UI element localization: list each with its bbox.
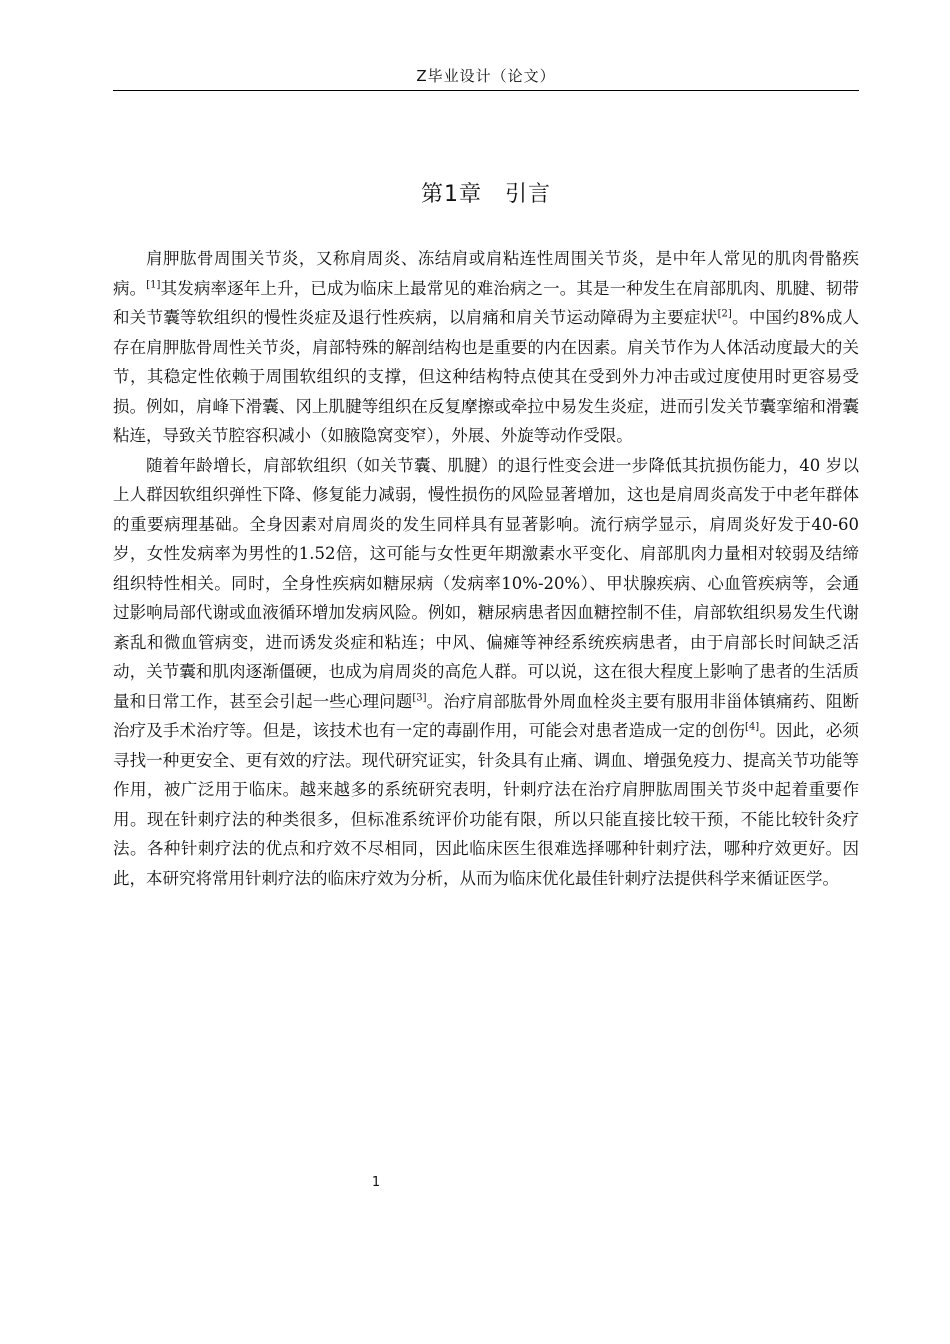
paragraph-1-text: 其发病率逐年上升，已成为临床上最常见的难治病之一。其是一种发生在肩部肌肉、肌腱、韧带和关节囊等软组织的慢性炎症及退行性疾病，以肩痛和肩关节运动障碍为主要症状 bbox=[113, 278, 860, 327]
header-rule bbox=[113, 90, 859, 91]
page-header: Z毕业设计（论文） bbox=[416, 67, 556, 85]
paragraph-2-text: 。因此，必须寻找一种更安全、更有效的疗法。现代研究证实，针灸具有止痛、调血、增强免疫力、提高关节功能等作用，被广泛用于临床。越来越多的系统研究表明，针刺疗法在治疗肩胛肱周围关节炎中起着重要作用。现在针刺疗法的种类很多，但标准系统评价功能有限，所以只能直接比较干预，不能比较针灸疗法。各种针刺疗法的优点和疗效不尽相同，因此临床医生很难选择哪种针刺疗法，哪种疗效更好。因此，本研究将常用针刺疗法的临床疗效为分析，从而为临床优化最佳针刺疗法提供科学来循证医学。 bbox=[113, 721, 860, 888]
page-number: 1 bbox=[371, 1175, 381, 1190]
paragraph-1-text: 。中国约8%成人存在肩胛肱骨周性关节炎，肩部特殊的解剖结构也是重要的内在因素。肩关节作为人体活动度最大的关节，其稳定性依赖于周围软组织的支撑，但这种结构特点使其在受到外力冲击或过度使用时更容易受损。例如，肩峰下滑囊、冈上肌腱等组织在反复摩擦或牵拉中易发生炎症，进而引发关节囊挛缩和滑囊粘连，导致关节腔容积减小（如腋隐窝变窄），外展、外旋等动作受限。 bbox=[113, 308, 859, 445]
chapter-title: 第1章 引言 bbox=[421, 182, 551, 207]
paragraph-1 bbox=[113, 244, 859, 451]
body-text bbox=[113, 244, 859, 893]
paragraph-2 bbox=[113, 451, 859, 894]
citation-ref-4: [4] bbox=[745, 721, 760, 733]
paragraph-2-text: 随着年龄增长，肩部软组织（如关节囊、肌腱）的退行性变会进一步降低其抗损伤能力，40 岁以上人群因软组织弹性下降、修复能力减弱，慢性损伤的风险显著增加，这也是肩周炎高发于中老年群体的重要病理基础。全身因素对肩周炎的发生同样具有显著影响。流行病学显示，肩周炎好发于40-60 岁，女性发病率为男性的1.52倍，这可能与女性更年期激素水平变化、肩部肌肉力量相对较弱及结缔组织特性相关。同时，全身性疾病如糖尿病（发病率10%-20%）、甲状腺疾病、心血管疾病等，会通过影响局部代谢或血液循环增加发病风险。例如，糖尿病患者因血糖控制不佳，肩部软组织易发生代谢紊乱和微血管病变，进而诱发炎症和粘连；中风、偏瘫等神经系统疾病患者，由于肩部长时间缺乏活动，关节囊和肌肉逐渐僵硬，也成为肩周炎的高危人群。可以说，这在很大程度上影响了患者的生活质量和日常工作，甚至会引起一些心理问题 bbox=[113, 455, 859, 711]
paragraph-2-text: 。治疗肩部肱骨外周血栓炎主要有服用非甾体镇痛药、阻断治疗及手术治疗等。但是，该技术也有一定的毒副作用，可能会对患者造成一定的创伤 bbox=[113, 691, 860, 740]
citation-ref-2: [2] bbox=[717, 308, 732, 320]
paragraph-1-text: 肩胛肱骨周围关节炎，又称肩周炎、冻结肩或肩粘连性周围关节炎，是中年人常见的肌肉骨骼疾病。 bbox=[113, 249, 859, 298]
citation-ref-1: [1] bbox=[146, 279, 161, 290]
citation-ref-3: [3] bbox=[412, 692, 427, 703]
